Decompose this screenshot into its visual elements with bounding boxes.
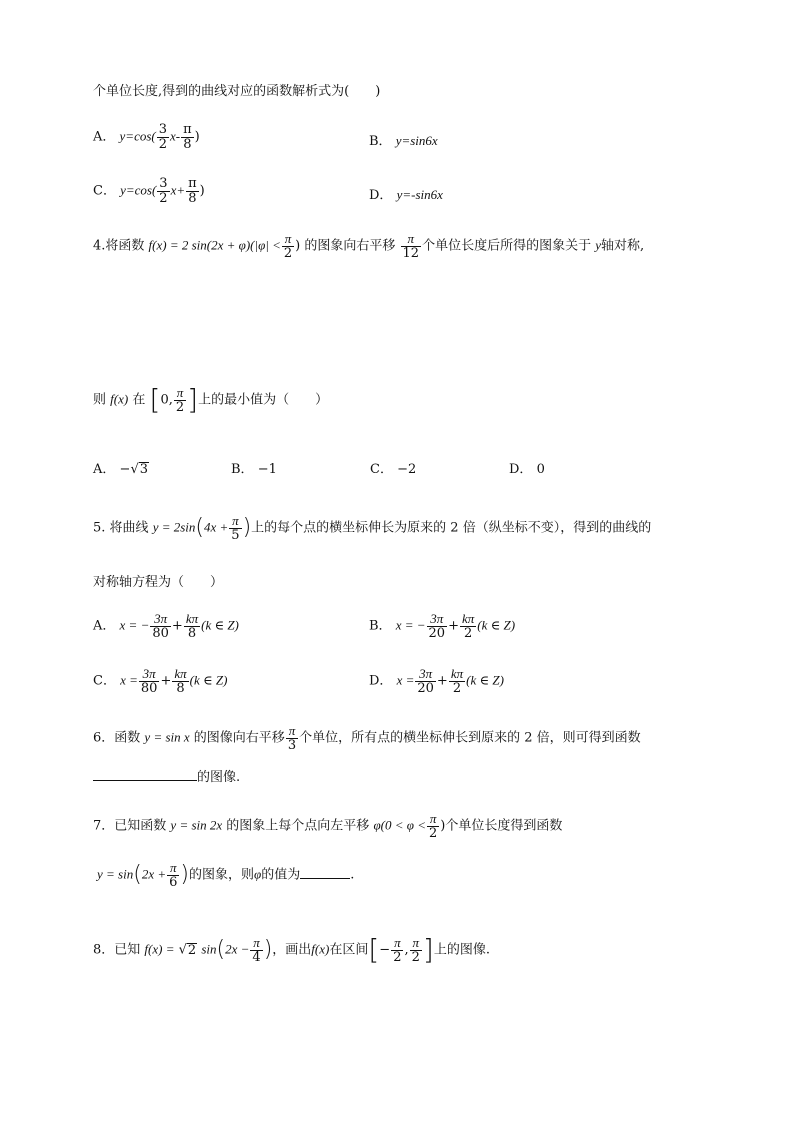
denominator: 2 (452, 680, 462, 696)
option-text: x+ (170, 182, 186, 198)
formula: x = (120, 672, 138, 688)
denominator: 2 (159, 190, 168, 206)
stem-text: 在区间 (329, 942, 369, 958)
denominator: 80 (152, 625, 169, 641)
q3-stem-text: 个单位长度,得到的曲线对应的函数解析式为( ) (93, 84, 381, 99)
stem-text: 个单位，所有点的横坐标伸长到原来的 2 倍，则可得到函数 (299, 730, 641, 746)
fraction (415, 667, 436, 695)
stem-text: ，画出 (272, 942, 312, 958)
denominator: 8 (176, 680, 185, 696)
fraction (427, 612, 448, 640)
q3-stem-tail (93, 80, 380, 99)
fraction (184, 612, 200, 640)
option-text: y=sin6x (395, 133, 438, 148)
formula: y = sin 2x (170, 817, 223, 833)
fraction (391, 936, 403, 964)
option-label: C． (370, 462, 393, 477)
formula: f(x) (110, 391, 129, 407)
option-label: A． (93, 618, 116, 634)
q3-option-b (369, 130, 438, 149)
stem-text: 上的每个点的横坐标伸长为原来的 2 倍（纵坐标不变），得到的曲线的 (251, 520, 652, 536)
variable: φ (254, 866, 262, 882)
numerator: π (427, 812, 439, 827)
denominator: 4 (252, 949, 261, 965)
formula: f(x) = (144, 941, 175, 957)
denominator: 8 (183, 136, 192, 152)
numerator: 3π (139, 667, 160, 682)
formula: + (436, 673, 448, 689)
denominator: 80 (140, 680, 158, 696)
stem-text: 的图像. (197, 770, 241, 785)
formula: + (160, 673, 172, 689)
fraction (282, 232, 294, 260)
bracket-right: ] (187, 383, 199, 417)
fraction (157, 177, 169, 205)
paren-right: ) (263, 937, 273, 963)
numerator: kπ (461, 611, 475, 626)
numerator: 3π (427, 612, 448, 627)
stem-text: 对称轴方程为（ ） (93, 575, 224, 590)
formula: sin (201, 941, 217, 957)
numerator: 3π (150, 612, 171, 627)
option-label: A． (93, 462, 116, 477)
formula: ) (295, 238, 301, 254)
q7-stem-line2 (97, 861, 354, 889)
denominator: 3 (287, 737, 297, 753)
fraction (186, 177, 199, 205)
option-text: x- (170, 128, 181, 144)
stem-text: 个单位长度后所得的图象关于 (422, 238, 592, 254)
q4-stem-line2 (93, 383, 329, 417)
q5-option-c (93, 667, 227, 695)
option-label: B． (231, 462, 254, 477)
fraction (174, 386, 186, 414)
question-number: 5. 将曲线 (93, 520, 149, 536)
numerator: kπ (185, 611, 199, 626)
option-text: ) (194, 129, 200, 145)
q4-stem (93, 232, 644, 260)
formula: (k ∈ Z) (466, 672, 504, 688)
paren-right: ) (180, 862, 189, 888)
question-number: 7．已知函数 (93, 818, 167, 834)
fraction (427, 812, 439, 840)
q6-stem (93, 724, 641, 752)
numerator: 3 (159, 176, 168, 191)
formula: f(x) = 2 sin(2x + φ)(|φ| < (148, 237, 281, 253)
formula: 2x − (225, 941, 250, 957)
formula: x = − (395, 617, 426, 633)
formula: 2 (187, 942, 197, 958)
q5-option-d (369, 667, 504, 695)
numerator: 3 (158, 122, 168, 137)
stem-text: 上的图像. (433, 942, 490, 958)
question-number: 4.将函数 (93, 238, 145, 254)
denominator: 2 (411, 949, 420, 965)
variable: y (595, 237, 602, 253)
stem-text: 的图像向右平移 (193, 730, 285, 746)
stem-text: 在 (132, 392, 146, 408)
formula: − (379, 942, 391, 958)
formula: (k ∈ Z) (477, 617, 516, 633)
q3-option-d (369, 184, 443, 203)
numerator: π (250, 936, 262, 951)
paren-right: ) (242, 515, 252, 541)
denominator: 2 (393, 949, 402, 965)
option-label: D． (369, 188, 393, 203)
numerator: π (183, 122, 192, 137)
denominator: 20 (428, 625, 446, 641)
option-label: C． (93, 183, 116, 199)
stem-text: 的图象向右平移 (304, 238, 396, 254)
denominator: 5 (231, 527, 240, 543)
numerator: π (229, 514, 241, 529)
fraction (286, 724, 298, 752)
fraction (460, 612, 476, 640)
option-text: 3 (139, 462, 149, 477)
fraction (172, 667, 188, 695)
option-label: D． (369, 673, 393, 689)
option-text: y=cos( (119, 128, 156, 144)
q4-option-b (231, 458, 277, 477)
q4-option-d (509, 458, 545, 477)
stem-text: . (350, 867, 355, 883)
question-number: 8．已知 (93, 942, 141, 958)
denominator: 12 (402, 245, 420, 261)
formula: f(x) (311, 941, 330, 957)
option-text: 0 (536, 462, 545, 477)
stem-text: 轴对称, (601, 238, 645, 254)
fraction (449, 667, 465, 695)
option-text: −2 (397, 462, 417, 477)
fraction (139, 667, 160, 695)
option-text: y=cos( (120, 182, 157, 198)
fraction (401, 232, 422, 260)
denominator: 6 (169, 874, 178, 890)
stem-text: 上的最小值为（ ） (198, 392, 329, 408)
fraction (181, 123, 194, 151)
q5-option-a (93, 612, 239, 640)
denominator: 2 (158, 136, 168, 152)
denominator: 2 (463, 625, 473, 641)
option-text: y=-sin6x (396, 187, 443, 202)
fraction (410, 936, 422, 964)
question-number: 6．函数 (93, 730, 141, 746)
sqrt-symbol: √ (178, 942, 187, 958)
denominator: 2 (428, 825, 438, 841)
paren-left: ( (195, 515, 204, 541)
interval: 0, (160, 392, 173, 408)
formula: φ(0 < φ < (373, 817, 426, 833)
numerator: π (167, 861, 179, 876)
formula: + (448, 618, 459, 634)
q3-option-c (93, 177, 205, 205)
formula: y = 2sin (152, 519, 196, 535)
answer-blank[interactable] (93, 768, 197, 781)
denominator: 2 (283, 245, 293, 261)
q5-stem (93, 514, 651, 542)
bracket-left: [ (368, 933, 380, 967)
stem-text: 的图象，则 (188, 867, 254, 883)
numerator: π (286, 724, 298, 739)
denominator: 20 (417, 680, 434, 696)
option-label: D． (509, 462, 533, 477)
option-label: B． (369, 134, 392, 149)
option-label: B． (369, 618, 392, 634)
fraction (167, 861, 179, 889)
paren-left: ( (216, 937, 226, 963)
stem-text: 个单位长度得到函数 (445, 818, 563, 834)
formula: 4x + (204, 519, 229, 535)
numerator: π (401, 232, 422, 247)
fraction (157, 123, 169, 151)
q6-stem-line2 (93, 766, 240, 785)
q4-option-a (93, 458, 149, 477)
numerator: 3π (415, 667, 436, 682)
stem-text: 则 (93, 392, 107, 408)
denominator: 8 (187, 625, 197, 641)
answer-blank[interactable] (300, 866, 350, 879)
formula: ) (440, 818, 446, 834)
numerator: π (282, 232, 294, 247)
fraction (150, 612, 171, 640)
denominator: 2 (175, 399, 185, 415)
q5-option-b (369, 612, 515, 640)
q4-option-c (370, 458, 416, 477)
sqrt-symbol: √ (130, 462, 139, 477)
q8-stem (93, 933, 490, 967)
fraction (229, 514, 241, 542)
q3-option-a (93, 123, 200, 151)
q5-stem-line2 (93, 571, 223, 590)
numerator: π (410, 936, 422, 951)
option-text: − (119, 462, 131, 477)
formula: 2x + (141, 866, 167, 882)
numerator: π (391, 936, 403, 951)
bracket-right: ] (422, 933, 434, 967)
numerator: π (174, 386, 186, 401)
option-text: −1 (257, 462, 277, 477)
formula: , (404, 942, 409, 958)
fraction (250, 936, 262, 964)
paren-left: ( (133, 862, 142, 888)
numerator: π (188, 176, 197, 191)
numerator: kπ (450, 666, 464, 681)
q7-stem (93, 812, 562, 840)
formula: y = sin x (144, 729, 190, 745)
numerator: kπ (174, 666, 187, 681)
stem-text: 的图象上每个点向左平移 (226, 818, 370, 834)
stem-text: 的值为 (261, 867, 301, 883)
formula: x = − (119, 617, 150, 633)
formula: y = sin (97, 866, 134, 882)
formula: x = (396, 672, 415, 688)
bracket-left: [ (149, 383, 161, 417)
formula: (k ∈ Z) (201, 617, 239, 633)
option-text: ) (199, 183, 205, 199)
option-label: A． (93, 129, 116, 145)
formula: + (171, 618, 183, 634)
formula: (k ∈ Z) (189, 672, 228, 688)
denominator: 8 (188, 190, 197, 206)
option-label: C． (93, 673, 116, 689)
